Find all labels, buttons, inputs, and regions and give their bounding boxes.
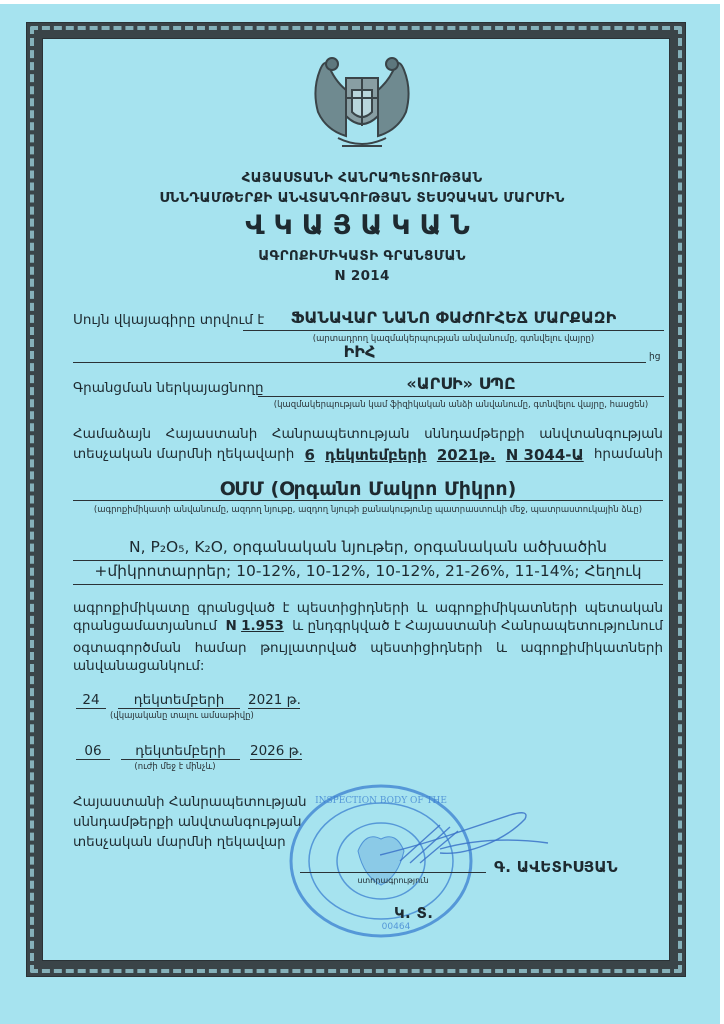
signatory-line3: տեսչական մարմնի ղեկավար xyxy=(73,834,286,850)
issue-date-note: (վկայականը տալու ամսաթիվը) xyxy=(110,711,254,721)
valid-day: 06 xyxy=(84,743,102,759)
composition-line1: N, P₂O₅, K₂O, օրգանական նյութեր, օրգանական ածխածին xyxy=(129,538,607,556)
manufacturer-name: ՖԱՆԱՎԱՐ ՆԱՆՈ ՓԱԺՈՒՀԵՃ ՄԱՐՔԱԶԻ xyxy=(290,308,617,327)
applicant-name: «ԱՐՍԻ» ՍՊԸ xyxy=(406,374,516,393)
seal-label: Կ. Տ. xyxy=(394,904,434,922)
registration-prefix: գրանցամատյանում xyxy=(73,618,218,634)
order-year: 2021թ. xyxy=(436,446,496,464)
applicant-note: (կազմակերպության կամ ֆիզիկական անձի անվանումը, գտնվելու վայրը, հասցեն) xyxy=(273,400,649,410)
product-name: ՕՄՄ (Օրգանո Մակրո Միկրո) xyxy=(219,478,517,500)
country-agency-line1: ՀԱՅԱՍՏԱՆԻ ՀԱՆՐԱՊԵՏՈՒԹՅԱՆ xyxy=(241,170,483,186)
issue-month: դեկտեմբերի xyxy=(133,692,225,708)
registration-number: 1.953 xyxy=(241,618,284,634)
order-day: 6 xyxy=(304,446,315,464)
manufacturer-country: ԻԻՀ xyxy=(343,342,376,361)
manufacturer-note: (արտադրող կազմակերպության անվանումը, գտնվելու վայրը) xyxy=(312,334,595,344)
issue-day: 24 xyxy=(82,692,100,708)
issued-to-label: Սույն վկայագիրը տրվում է xyxy=(73,312,265,328)
order-text-line1: Համաձայն Հայաստանի Հանրապետության սննդամթերքի անվտանգության xyxy=(73,426,663,442)
registration-line3: օգտագործման համար թույլատրված պեստիցիդների և ագրոքիմիկատների xyxy=(73,640,663,656)
registration-n: N xyxy=(225,618,237,634)
order-prefix: տեսչական մարմնի ղեկավարի xyxy=(73,446,295,462)
product-note: (ագրոքիմիկատի անվանումը, ազդող նյութը, ազդող նյութի քանակությունը պատրաստուկի մեջ, պատրաստուկային ձևը) xyxy=(93,505,643,515)
order-suffix: հրամանի xyxy=(593,446,663,462)
order-month: դեկտեմբերի xyxy=(325,446,427,464)
valid-year: 2026 թ. xyxy=(250,743,303,759)
registration-line2 xyxy=(73,618,663,634)
order-text-line2 xyxy=(73,446,663,464)
registration-suffix: և ընդգրկված է Հայաստանի Հանրապետությունում xyxy=(292,618,663,634)
armenian-coat-of-arms-icon xyxy=(302,50,422,160)
issue-year: 2021 թ. xyxy=(248,692,301,708)
certificate-title: ՎԿԱՅԱԿԱՆ xyxy=(245,210,479,241)
applicant-label: Գրանցման ներկայացնողը xyxy=(73,380,264,396)
composition-line2: +միկրոտարրեր; 10-12%, 10-12%, 10-12%, 21-26%, 11-14%; Հեղուկ xyxy=(94,562,642,580)
valid-month: դեկտեմբերի xyxy=(135,743,226,759)
stamp-number: 00464 xyxy=(381,922,411,932)
registration-line4: անվանացանկում: xyxy=(73,658,205,674)
country-suffix: ից xyxy=(649,352,661,362)
signatory-line1: Հայաստանի Հանրապետության xyxy=(73,794,307,810)
signatory-name: Գ. ԱՎԵՏԻՍՅԱՆ xyxy=(494,858,618,876)
stamp-text: INSPECTION BODY OF THE xyxy=(315,796,447,806)
certificate-number: N 2014 xyxy=(334,268,390,284)
certificate-subtitle: ԱԳՐՈՔԻՄԻԿԱՏԻ ԳՐԱՆՑՄԱՆ xyxy=(258,248,466,264)
order-number: N 3044-Ա xyxy=(505,446,584,464)
valid-until-note: (ուժի մեջ է մինչև) xyxy=(134,762,216,772)
signature-note: ստորագրություն xyxy=(357,876,429,885)
signatory-line2: սննդամթերքի անվտանգության xyxy=(73,814,302,830)
country-agency-line2: ՍՆՆԴԱՄԹԵՐՔԻ ԱՆՎՏԱՆԳՈՒԹՅԱՆ ՏԵՍՉԱԿԱՆ ՄԱՐՄԻՆ xyxy=(159,190,565,206)
registration-line1: ագրոքիմիկատը գրանցված է պեստիցիդների և ագրոքիմիկատների պետական xyxy=(73,600,663,616)
